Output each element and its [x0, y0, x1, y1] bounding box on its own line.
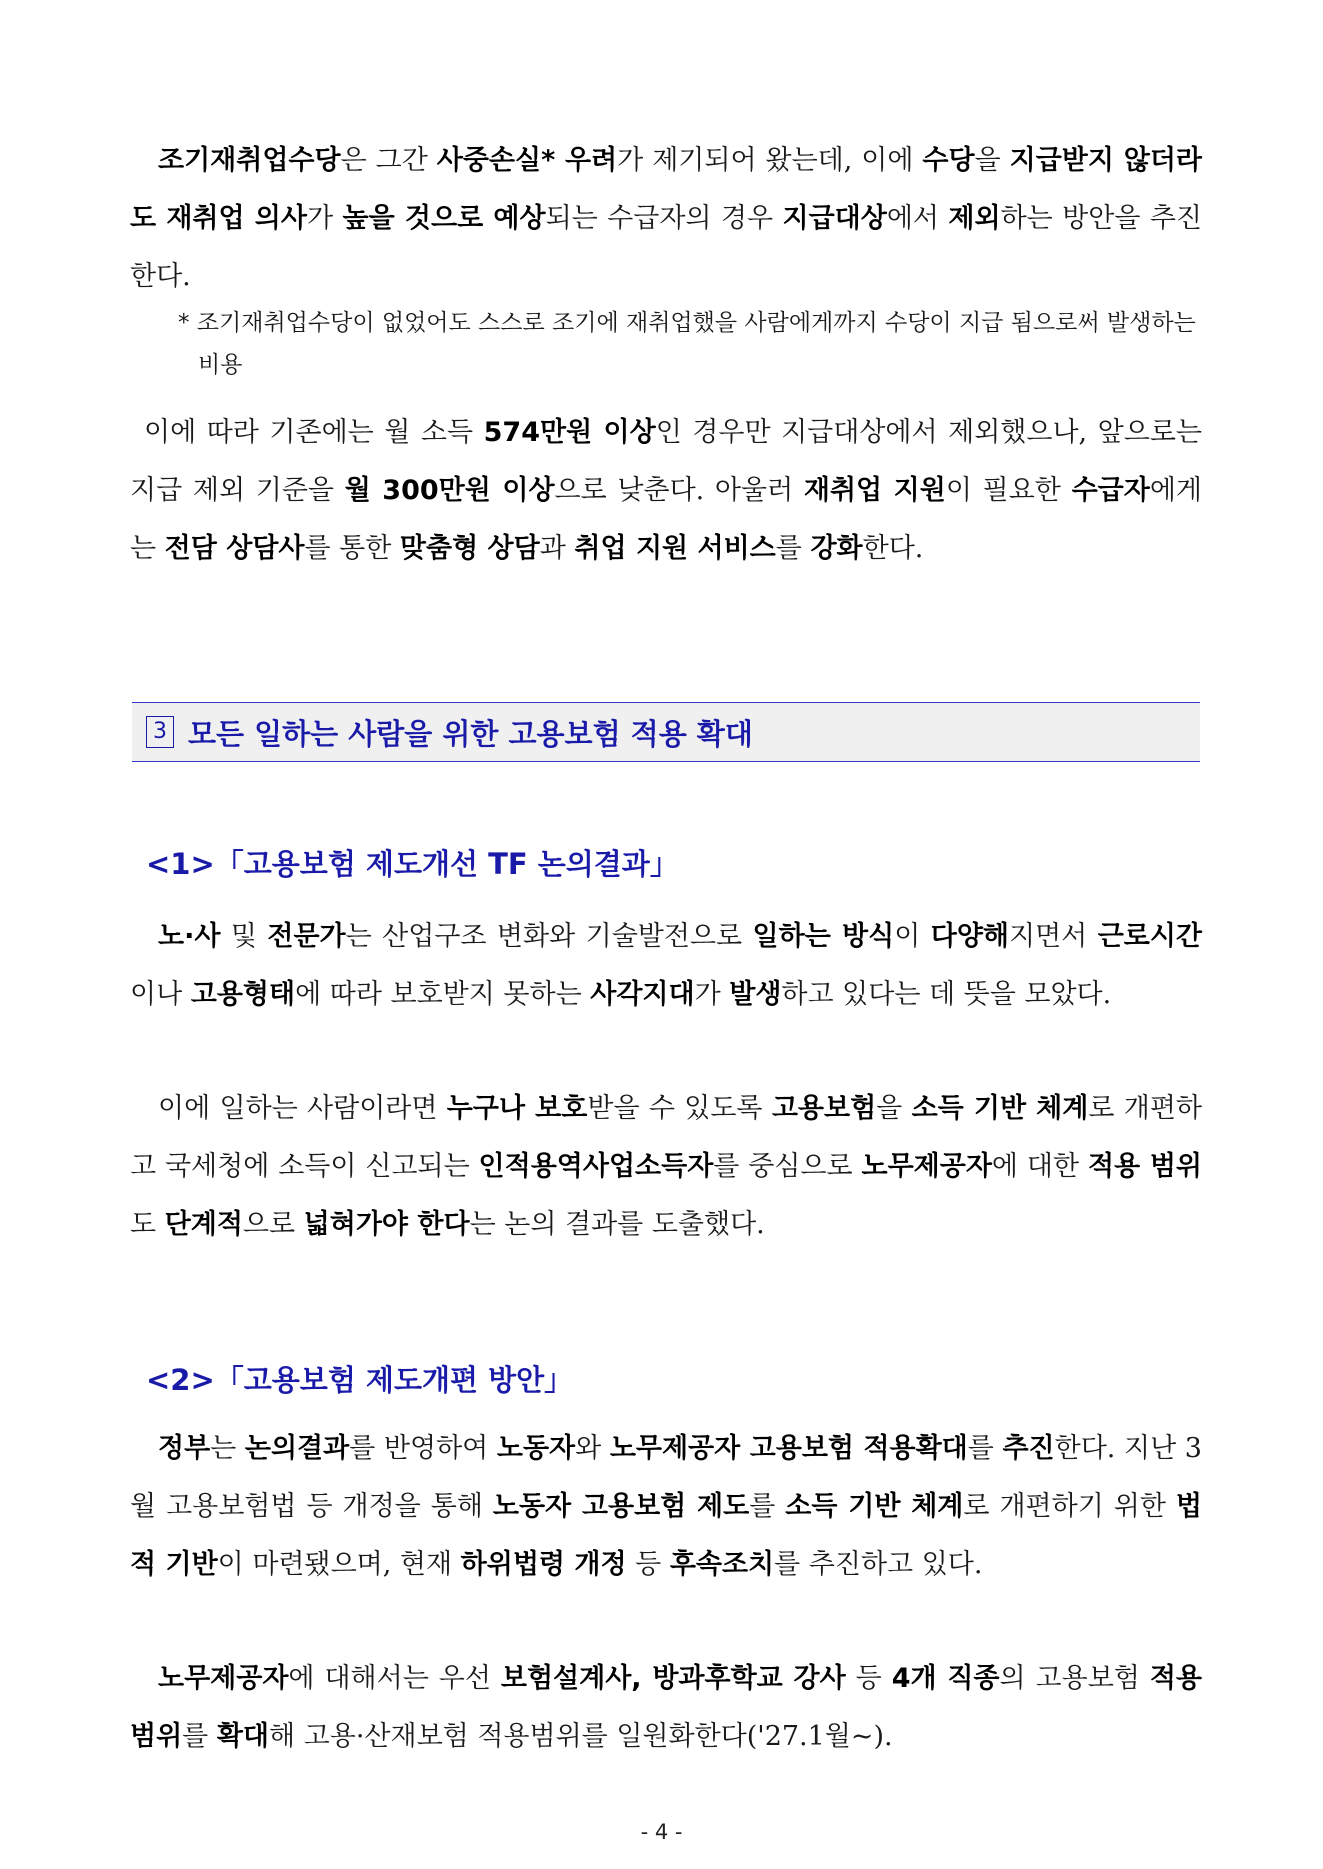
bold-text: 확대 [216, 1721, 270, 1752]
bold-text: 재취업 지원 [803, 475, 946, 506]
text: 에서 [886, 203, 949, 234]
bold-text: 수당 [922, 145, 975, 176]
page-number: - 4 - [640, 1820, 683, 1844]
text: 과 [539, 533, 575, 564]
bold-text: 넓혀가야 한다 [303, 1209, 470, 1240]
bold-text: 근로시간 [1097, 921, 1203, 952]
bold-text: 소득 기반 체계 [785, 1491, 964, 1522]
text: 은 그간 [340, 145, 437, 176]
bold-text: 월 300만원 이상 [344, 475, 555, 506]
text: 되는 수급자의 경우 [545, 203, 783, 234]
bold-text: 제외 [948, 203, 1001, 234]
paragraph-early-reemployment [130, 132, 1202, 306]
bold-text: 노무제공자 고용보험 적용확대 [609, 1433, 968, 1464]
bold-text: 추진 [1002, 1433, 1055, 1464]
text: 하는 방안을 추진한다. [130, 203, 1203, 292]
bold-text: 지급받지 않더라도 재취업 의사 [130, 145, 1202, 234]
bold-text: 지급대상 [782, 203, 887, 234]
bold-text: 후속조치 [669, 1549, 775, 1580]
text: 에 대해서는 우선 [288, 1663, 501, 1694]
bold-text: 고용형태 [190, 979, 296, 1010]
bold-text: 수급자 [1071, 475, 1150, 506]
text: 로 개편하기 위한 [963, 1491, 1176, 1522]
bold-text: 조기재취업수당 [158, 145, 341, 176]
text: 등 [626, 1549, 670, 1580]
text: 을 [974, 145, 1010, 176]
text: 하고 있다는 데 뜻을 모았다. [781, 979, 1112, 1010]
subheading-reform-plan: <2>「고용보험 제도개편 방안」 [146, 1363, 574, 1397]
bold-text: 노동자 고용보험 제도 [492, 1491, 750, 1522]
paragraph-tf-consensus [130, 908, 1202, 1024]
text: 를 추진하고 있다. [774, 1549, 983, 1580]
text: 인 경우만 지급대상에서 제외했으나, 앞으로는 지급 제외 기준을 [130, 417, 1202, 506]
paragraph-income-criteria [130, 404, 1202, 578]
text: 등 [845, 1663, 892, 1694]
bold-text: 발생 [729, 979, 782, 1010]
section-heading [132, 702, 1200, 762]
text: 으로 [242, 1209, 304, 1240]
text: 를 중심으로 [713, 1151, 862, 1182]
text: 이에 따라 기존에는 월 소득 [144, 417, 484, 448]
bold-text: 다양해 [930, 921, 1009, 952]
text: 를 반영하여 [349, 1433, 497, 1464]
text: 해 고용·산재보험 적용범위를 일원화한다('27.1월~). [269, 1721, 893, 1752]
text: 에 대한 [991, 1151, 1088, 1182]
bold-text: 소득 기반 체계 [911, 1093, 1089, 1124]
bold-text: 적용범위 [130, 1663, 1202, 1752]
text: 를 [775, 533, 811, 564]
text: 지면서 [1009, 921, 1098, 952]
text: 이나 [130, 979, 191, 1010]
bold-text: 하위법령 개정 [460, 1549, 627, 1580]
bold-text: 574만원 이상 [483, 417, 656, 448]
text: 를 [749, 1491, 786, 1522]
text: 도 [130, 1209, 165, 1240]
paragraph-tf-conclusion [130, 1080, 1202, 1254]
bold-text: 맞춤형 상담 [399, 533, 540, 564]
bold-text: 4개 직종 [891, 1663, 1000, 1694]
bold-text: 노무제공자 [158, 1663, 289, 1694]
text: 및 [220, 921, 268, 952]
text: 이에 일하는 사람이라면 [158, 1093, 447, 1124]
bold-text: 정부 [158, 1433, 211, 1464]
bold-text: 누구나 보호 [446, 1093, 588, 1124]
bold-text: 사각지대 [590, 979, 695, 1010]
text: 는 산업구조 변화와 기술발전으로 [345, 921, 753, 952]
bold-text: 강화 [810, 533, 863, 564]
paragraph-government-plan [130, 1420, 1202, 1594]
text: 이 필요한 [945, 475, 1072, 506]
text: 를 [182, 1721, 217, 1752]
text: 에 따라 보호받지 못하는 [295, 979, 591, 1010]
footnote: * 조기재취업수당이 없었어도 스스로 조기에 재취업했을 사람에게까지 수당이 지급 됨으로써 발생하는 비용 [178, 310, 1196, 378]
text: 을 [876, 1093, 912, 1124]
bold-text: 고용보험 [771, 1093, 877, 1124]
bold-text: 노·사 [158, 921, 221, 952]
bold-text: 법적 기반 [130, 1491, 1202, 1580]
bold-text: 논의결과 [244, 1433, 350, 1464]
text: 를 [967, 1433, 1003, 1464]
text: 는 논의 결과를 도출했다. [469, 1209, 765, 1240]
text: 가 제기되어 왔는데, 이에 [617, 145, 923, 176]
bold-text: 인적용역사업소득자 [478, 1151, 714, 1182]
text: 로 개편하고 국세청에 소득이 신고되는 [130, 1093, 1202, 1182]
bold-text: 취업 지원 서비스 [574, 533, 776, 564]
paragraph-platform-workers [130, 1650, 1202, 1766]
text: 와 [575, 1433, 610, 1464]
text: 에게는 [130, 475, 1202, 564]
text: 한다. [862, 533, 924, 564]
text: 이 [894, 921, 931, 952]
bold-text: 일하는 방식 [752, 921, 895, 952]
bold-text: 전담 상담사 [164, 533, 305, 564]
text: 으로 낮춘다. 아울러 [554, 475, 804, 506]
text: 를 통한 [304, 533, 400, 564]
bold-text: 노동자 [496, 1433, 576, 1464]
bold-text: 사중손실* 우려 [436, 145, 618, 176]
bold-text: 적용 범위 [1087, 1151, 1202, 1182]
section-title: 모든 일하는 사람을 위한 고용보험 적용 확대 [188, 716, 753, 751]
section-number: 3 [146, 716, 174, 748]
bold-text: 높을 것으로 예상 [342, 203, 546, 234]
bold-text: 보험설계사, 방과후학교 강사 [500, 1663, 846, 1694]
bold-text: 전문가 [267, 921, 346, 952]
bold-text: 노무제공자 [861, 1151, 992, 1182]
text: 가 [694, 979, 730, 1010]
text: 이 마련됐으며, 현재 [217, 1549, 461, 1580]
bold-text: 단계적 [164, 1209, 243, 1240]
text: 가 [306, 203, 343, 234]
text: 받을 수 있도록 [587, 1093, 772, 1124]
subheading-tf-results: <1>「고용보험 제도개선 TF 논의결과」 [146, 847, 679, 881]
text: 는 [210, 1433, 245, 1464]
text: 의 고용보험 [999, 1663, 1150, 1694]
text: 한다. 지난 3월 고용보험법 등 개정을 통해 [130, 1433, 1202, 1522]
